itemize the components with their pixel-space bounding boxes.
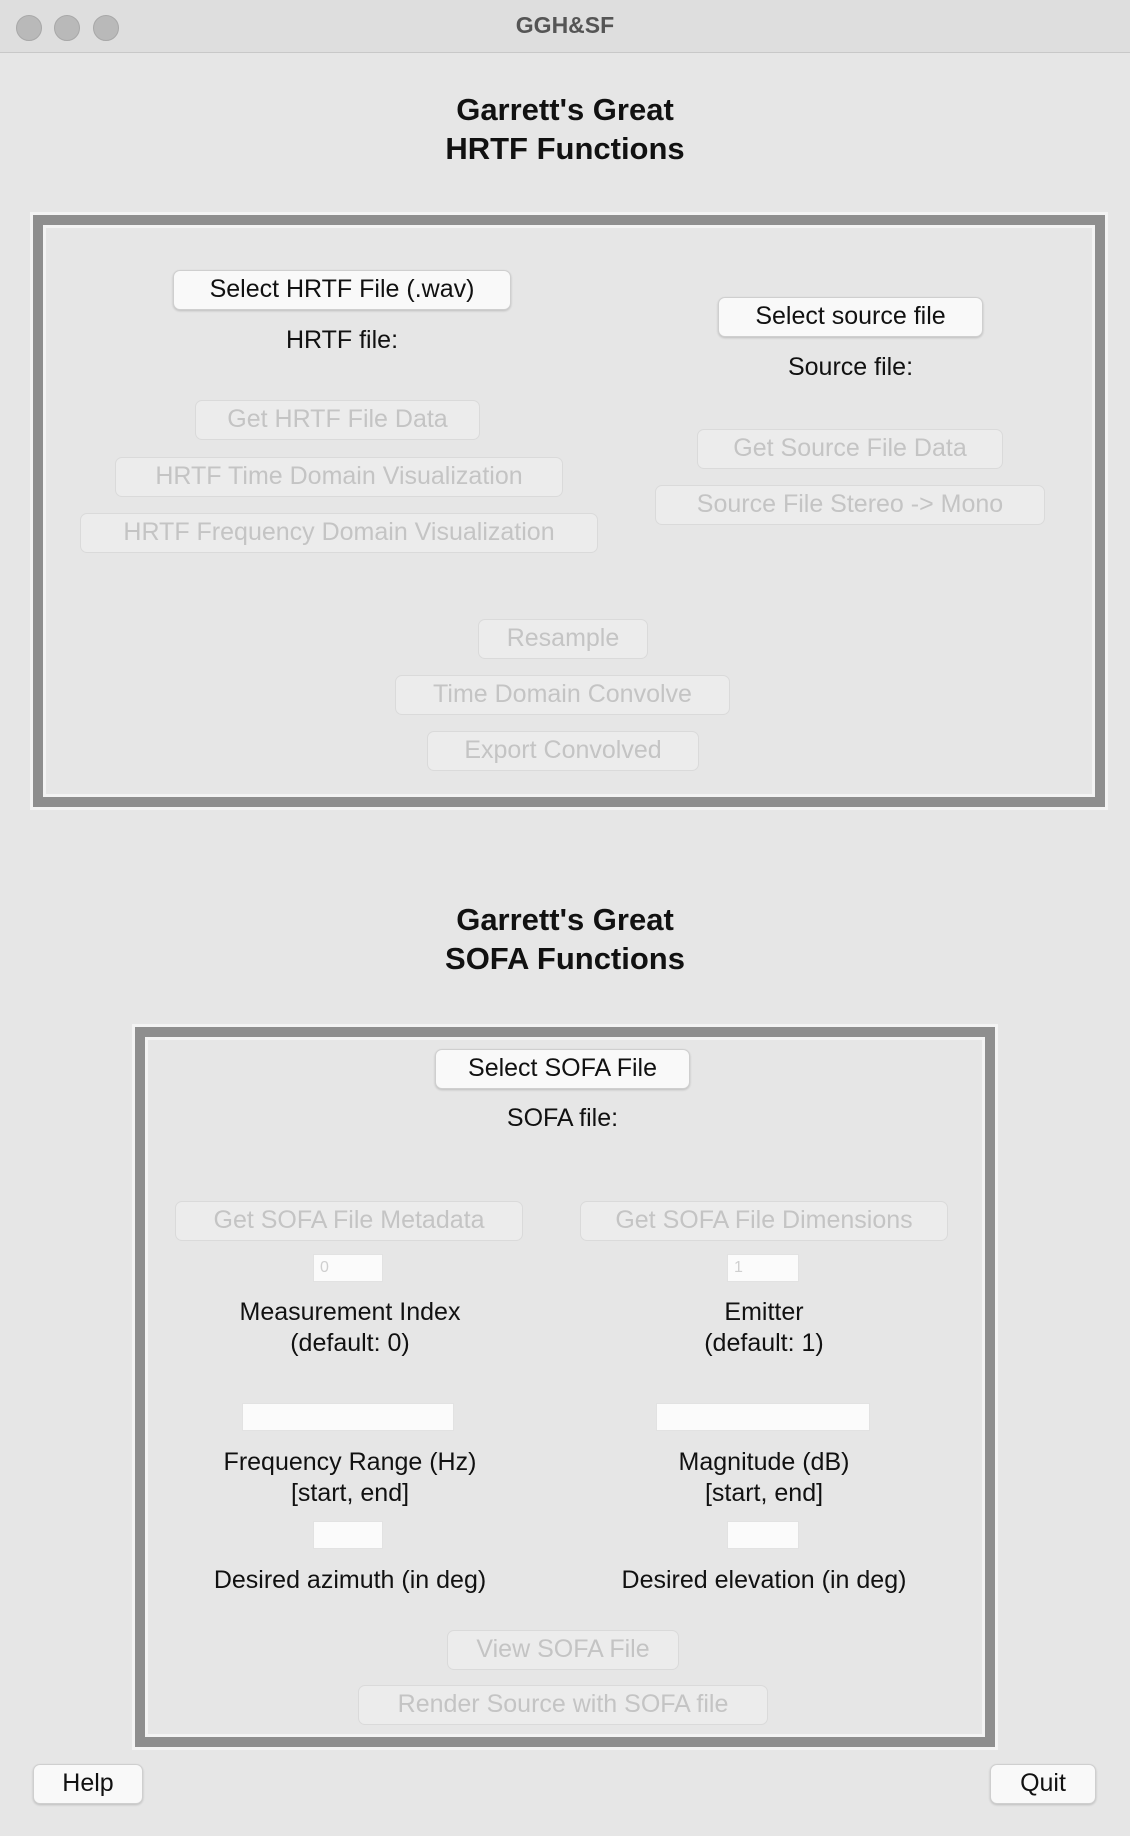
elevation-input[interactable] <box>727 1521 799 1549</box>
measurement-index-input[interactable]: 0 <box>313 1254 383 1282</box>
window-title: GGH&SF <box>515 12 615 38</box>
sofa-heading <box>0 900 1130 978</box>
emitter-label <box>596 1297 932 1359</box>
magnitude-label <box>596 1447 932 1509</box>
get-hrtf-file-data-button[interactable]: Get HRTF File Data <box>195 400 480 440</box>
quit-button[interactable]: Quit <box>990 1764 1096 1804</box>
hrtf-time-domain-vis-button[interactable]: HRTF Time Domain Visualization <box>115 457 563 497</box>
magnitude-label-line1: Magnitude (dB) <box>678 1448 850 1476</box>
resample-button[interactable]: Resample <box>478 619 648 659</box>
frequency-range-input[interactable] <box>242 1403 454 1431</box>
hrtf-heading <box>0 90 1130 168</box>
measurement-index-label-line2: (default: 0) <box>290 1329 410 1357</box>
frequency-range-label <box>160 1447 540 1509</box>
measurement-index-label <box>180 1297 520 1359</box>
select-source-file-button[interactable]: Select source file <box>718 297 983 337</box>
magnitude-label-line2: [start, end] <box>704 1479 824 1507</box>
measurement-index-label-line1: Measurement Index <box>239 1298 461 1326</box>
source-stereo-to-mono-button[interactable]: Source File Stereo -> Mono <box>655 485 1045 525</box>
frequency-range-label-line1: Frequency Range (Hz) <box>223 1448 477 1476</box>
hrtf-file-label: HRTF file: <box>285 326 399 354</box>
azimuth-input[interactable] <box>313 1521 383 1549</box>
frequency-range-label-line2: [start, end] <box>290 1479 410 1507</box>
azimuth-label: Desired azimuth (in deg) <box>213 1566 487 1594</box>
time-domain-convolve-button[interactable]: Time Domain Convolve <box>395 675 730 715</box>
source-file-label: Source file: <box>787 353 914 381</box>
get-source-file-data-button[interactable]: Get Source File Data <box>697 429 1003 469</box>
view-sofa-file-button[interactable]: View SOFA File <box>447 1630 679 1670</box>
emitter-input[interactable]: 1 <box>727 1254 799 1282</box>
sofa-heading-line2: SOFA Functions <box>445 941 685 976</box>
export-convolved-button[interactable]: Export Convolved <box>427 731 699 771</box>
sofa-file-label: SOFA file: <box>506 1104 619 1132</box>
render-source-with-sofa-button[interactable]: Render Source with SOFA file <box>358 1685 768 1725</box>
hrtf-heading-line2: HRTF Functions <box>445 131 685 166</box>
sofa-heading-line1: Garrett's Great <box>456 902 674 937</box>
magnitude-input[interactable] <box>656 1403 870 1431</box>
select-hrtf-file-button[interactable]: Select HRTF File (.wav) <box>173 270 511 310</box>
select-sofa-file-button[interactable]: Select SOFA File <box>435 1049 690 1089</box>
hrtf-heading-line1: Garrett's Great <box>456 92 674 127</box>
get-sofa-dimensions-button[interactable]: Get SOFA File Dimensions <box>580 1201 948 1241</box>
hrtf-frequency-domain-vis-button[interactable]: HRTF Frequency Domain Visualization <box>80 513 598 553</box>
help-button[interactable]: Help <box>33 1764 143 1804</box>
get-sofa-metadata-button[interactable]: Get SOFA File Metadata <box>175 1201 523 1241</box>
title-bar <box>0 0 1130 53</box>
elevation-label: Desired elevation (in deg) <box>621 1566 907 1594</box>
emitter-label-line1: Emitter <box>724 1298 804 1326</box>
emitter-label-line2: (default: 1) <box>704 1329 824 1357</box>
